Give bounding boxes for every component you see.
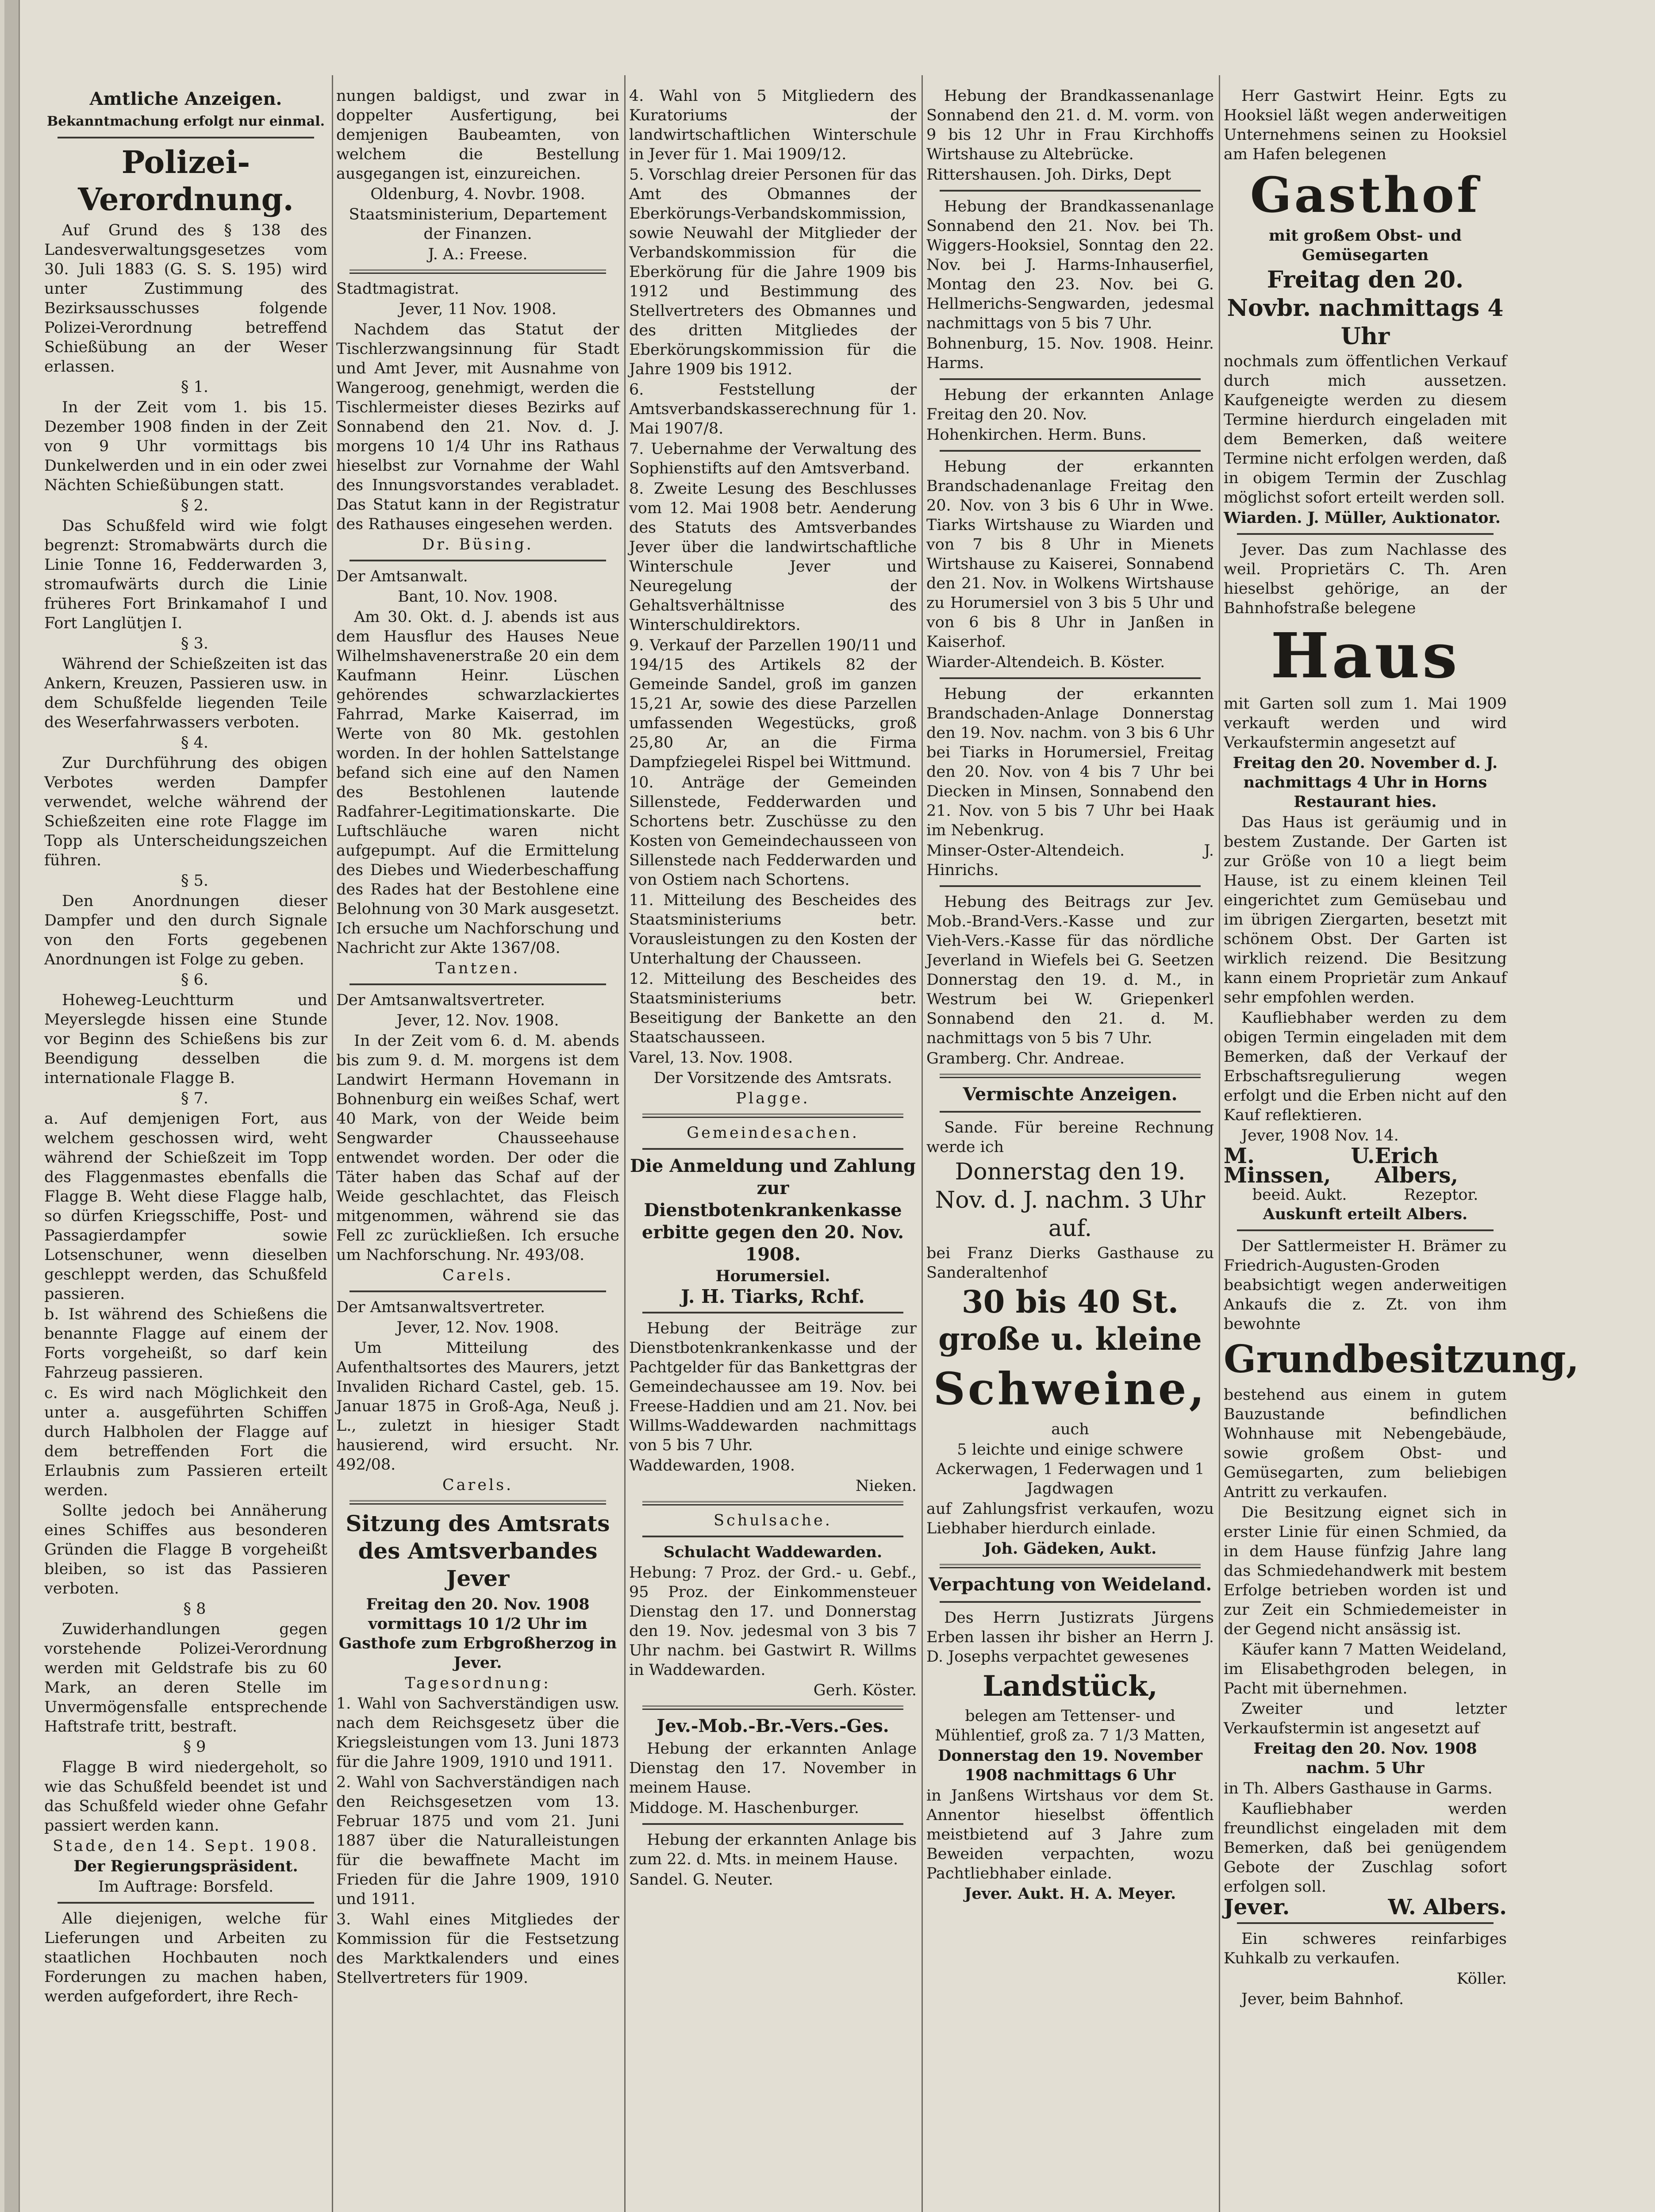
agenda-item: 7. Uebernahme der Verwaltung des Sophienstifts auf den Amtsverband. [629, 440, 917, 477]
agenda-item: 4. Wahl von 5 Mitgliedern des Kuratoriums der landwirtschaftlichen Winterschule in Jever für 1. Mai 1909/12. [629, 87, 917, 163]
signature-name: J. A.: Freese. [428, 246, 528, 263]
notice-date: Bant, 10. Nov. 1908. [398, 588, 558, 606]
text: Des Herrn Justizrats Jürgens Erben lassen ihr bisher an Herrn J. D. Josephs verpachtet gewesenes [926, 1609, 1214, 1666]
signature: Wiarder-Altendeich. B. Köster. [926, 653, 1165, 671]
text: In der Zeit vom 1. bis 15. Dezember 1908 finden in der Zeit von 9 Uhr vormittags bis Dunkelwerden und in ein oder zwei Nächten Schießübungen statt. [44, 399, 327, 494]
signature: Minser-Oster-Altendeich. J. Hinrichs. [926, 842, 1214, 879]
divider [940, 190, 1201, 192]
text: Zuwiderhandlungen gegen vorstehende Polizei-Verordnung werden mit Geldstrafe bis zu 60 Mark, an deren Stelle im Unvermögensfalle entsprechende Haftstrafe tritt, bestraft. [44, 1621, 327, 1736]
signature-name: Carels. [442, 1476, 514, 1494]
section-mark: § 1. [180, 378, 209, 396]
section-mark: § 4. [180, 734, 209, 752]
text: Sande. Für bereine Rechnung werde ich [926, 1119, 1214, 1156]
signature-date: Jever, 1908 Nov. 14. [1241, 1127, 1399, 1144]
signature-office: Der Vorsitzende des Amtsrats. [653, 1069, 892, 1087]
signature-place: Oldenburg, 4. Novbr. 1908. [370, 185, 585, 203]
agenda-item: 5. Vorschlag dreier Personen für das Amt des Obmannes der Eberkörungs-Verbandskommission, sowie Neuwahl der Mitglieder der Verbandskommission für die Eberkörung für die Jahre 1909 bis 1912 und Bestimmung des Stellvertreters des Obmannes und des dritten Mitgliedes der Eberkörungskommission für die Jahre 1909 bis 1912. [629, 166, 917, 378]
signature: Middoge. M. Haschenburger. [629, 1799, 859, 1817]
signature: Hohenkirchen. Herm. Buns. [926, 426, 1147, 444]
text: Hebung der erkannten Anlage Freitag den 20. Nov. [926, 386, 1214, 423]
signature-office: Der Regierungspräsident. [73, 1857, 298, 1875]
notice-date: Jever, 12. Nov. 1908. [396, 1319, 559, 1336]
notice-headline: Die Anmeldung und Zahlung zur Dienstbotenkrankenkasse erbitte gegen den 20. Nov. 1908. [630, 1156, 916, 1265]
newspaper-page [4, 0, 1655, 2212]
divider [1237, 1922, 1494, 1924]
divider [940, 378, 1201, 380]
section-header: Vermischte Anzeigen. [963, 1084, 1178, 1105]
signature: Jever. Aukt. H. A. Meyer. [964, 1885, 1176, 1903]
divider [1237, 533, 1494, 535]
divider [349, 560, 606, 561]
text: Das Schußfeld wird wie folgt begrenzt: Stromabwärts durch die Linie Tonne 16, Fedderwarden 3, stromaufwärts durch die Linie früheres Fort Brinkamahof I und Fort Langlütjen I. [44, 517, 327, 632]
column-5 [1224, 86, 1579, 2212]
divider [58, 137, 314, 138]
text: Hebung des Beitrags zur Jev. Mob.-Brand-Vers.-Kasse und zur Vieh-Vers.-Kasse für das nördliche Jeverland in Wiefels bei G. Seetzen Donnerstag den 19. d. M., in Westrum bei W. Griepenkerl Sonnabend den 21. d. M. nachmittags von 5 bis 7 Uhr. [926, 893, 1214, 1047]
text: Die Besitzung eignet sich in erster Linie für einen Schmied, da in dem Hause fünfzig Jahre lang das Schmiedehandwerk mit bestem Erfolge betrieben worden ist und zur Zeit ein Schmiedemeister in der Gegend nicht ansässig ist. [1224, 1504, 1507, 1638]
text: Hebung der Brandkassenanlage Sonnabend den 21. d. M. vorm. von 9 bis 12 Uhr in Frau Kirchhoffs Wirtshause zu Altebrücke. [926, 87, 1214, 163]
divider [642, 1312, 903, 1313]
divider [349, 1500, 606, 1505]
text: Jever. Das zum Nachlasse des weil. Proprietärs C. Th. Aren hieselbst gehörige, an der Bahnhofstraße belegene [1224, 541, 1507, 617]
divider [1237, 1229, 1494, 1231]
agenda-item: 11. Mitteilung des Bescheides des Staatsministeriums betr. Vorausleistungen zu den Kosten der Unterhaltung der Chausseen. [629, 891, 917, 968]
info-note: Auskunft erteilt Albers. [1263, 1205, 1468, 1223]
signature-place: Varel, 13. Nov. 1908. [629, 1049, 793, 1067]
divider [642, 1536, 903, 1537]
text: in Th. Albers Gasthause in Garms. [1224, 1780, 1493, 1797]
meeting-title: Sitzung des Amtsrats des Amtsverbandes Jever [346, 1510, 610, 1591]
text: Zur Durchführung des obigen Verbotes werden Dampfer verwendet, welche während der Schießzeiten eine rote Flagge im Topp als Unterscheidungszeichen führen. [44, 754, 327, 869]
text: mit Garten soll zum 1. Mai 1909 verkauft werden und wird Verkaufstermin angesetzt auf [1224, 695, 1507, 752]
lease-item: Landstück, [983, 1670, 1158, 1703]
signature-row [1224, 1895, 1507, 1920]
signature-office: Staatsministerium, Departement der Finanzen. [349, 206, 607, 243]
section-mark: § 2. [180, 497, 209, 515]
column-rule [922, 75, 923, 2212]
section-mark: § 6. [180, 971, 209, 989]
text: b. Ist während des Schießens die benannte Flagge auf einem der Forts vorgeheißt, so darf kein Fahrzeug passieren. [44, 1306, 327, 1382]
signature-name: M. U. Minssen, [1224, 1144, 1375, 1188]
auction-date: Donnerstag den 19. Nov. d. J. nachm. 3 Uhr auf. [935, 1159, 1206, 1242]
signature-place: Waddewarden, 1908. [629, 1457, 795, 1475]
notice-header: Stadtmagistrat. [336, 280, 459, 298]
agenda-item: 2. Wahl von Sachverständigen nach den Reichsgesetzen vom 13. Februar 1875 und vom 21. Juni 1887 über die Naturalleistungen für die bewaffnete Macht im Frieden für die Jahre 1909, 1910 und 1911. [336, 1774, 619, 1908]
signature-role: beeid. Aukt. [1252, 1186, 1347, 1204]
text: Am 30. Okt. d. J. abends ist aus dem Hausflur des Hauses Neue Wilhelmshavenerstraße 20 ein dem Kaufmann Heinr. Lüschen gehörendes schwarzlackiertes Fahrrad, Marke Kaiserrad, im Werte von 80 Mk. gestohlen worden. In der hohlen Sattelstange befand sich eine auf den Namen des Bestohlenen lautende Radfahrer-Legitimationskarte. Die Luftschläuche waren nicht aufgepumpt. Auf die Ermittelung des Diebes und Wiederbeschaffung des Rades hat der Bestohlene eine Belohnung von 30 Mark ausgesetzt. Ich ersuche um Nachforschung und Nachricht zur Akte 1367/08. [336, 608, 619, 957]
text: bestehend aus einem in gutem Bauzustande befindlichen Wohnhause mit Nebengebäude, sowie großem Obst- und Gemüsegarten, zum beliebigen Antritt zu verkaufen. [1224, 1386, 1507, 1501]
text: Zweiter und letzter Verkaufstermin ist angesetzt auf [1224, 1700, 1507, 1737]
divider [940, 1111, 1201, 1113]
text: Flagge B wird niedergeholt, so wie das Schußfeld beendet ist und das Schußfeld wieder ohne Gefahr passiert werden kann. [44, 1759, 327, 1835]
sale-date: Freitag den 20. Nov. 1908 nachm. 5 Uhr [1253, 1740, 1477, 1777]
column-3 [629, 86, 917, 2212]
text: c. Es wird nach Möglichkeit den unter a. ausgeführten Schiffen durch Halbholen der Flagge auf dem betreffenden Fort die Erlaubnis zum Passieren erteilt werden. [44, 1384, 327, 1499]
text: auf Zahlungsfrist verkaufen, wozu Liebhaber hierdurch einlade. [926, 1500, 1214, 1537]
auction-item: Schweine, [933, 1363, 1207, 1415]
section-header: Gemeindesachen. [687, 1124, 859, 1142]
text: Hebung: 7 Proz. der Grd.- u. Gebf., 95 Proz. der Einkommensteuer Dienstag den 17. und Donnerstag den 19. Nov. jedesmal von 3 bis 7 Uhr nachm. bei Gastwirt R. Willms in Waddewarden. [629, 1564, 917, 1679]
agenda-item: 8. Zweite Lesung des Beschlusses vom 12. Mai 1908 betr. Aenderung des Statuts des Amtsverbandes Jever über die landwirtschaftliche Winterschule Jever und Neuregelung der Gehaltsverhältnisse des Winterschuldirektors. [629, 480, 917, 634]
text: Hebung der erkannten Brandschadenanlage Freitag den 20. Nov. von 3 bis 6 Uhr in Wwe. Tiarks Wirtshause zu Wiarden und von 7 bis 8 Uhr in Mienets Wirtshause zu Kaiserei, Sonnabend den 21. Nov. in Wolkens Wirtshause zu Horumersiel von 3 bis 5 Uhr und von 6 bis 8 Uhr in Janßen in Kaiserhof. [926, 458, 1214, 651]
signature-name: Plagge. [736, 1090, 810, 1107]
sale-date: Freitag den 20. Novbr. nachmittags 4 Uhr [1227, 266, 1504, 350]
section-header: Schulsache. [714, 1512, 832, 1529]
divider [940, 885, 1201, 887]
notice-place: Horumersiel. [715, 1267, 830, 1285]
text: Hebung der Beiträge zur Dienstbotenkrankenkasse und der Pachtgelder für das Bankettgras der Gemeindechaussee am 19. Nov. bei Freese-Haddien und am 21. Nov. bei Willms-Waddewarden nachmittags von 5 bis 7 Uhr. [629, 1320, 917, 1454]
text: nochmals zum öffentlichen Verkauf durch mich aussetzen. Kaufgeneigte werden zu diesem Termine hierdurch eingeladen mit dem Bemerken, daß weitere Termine nicht erfolgen werden, daß in obigem Termin der Zuschlag möglichst sofort erteilt werden soll. [1224, 353, 1507, 507]
signature-place: Jever. [1224, 1895, 1290, 1920]
agenda-item: 9. Verkauf der Parzellen 190/11 und 194/15 des Artikels 82 der Gemeinde Sandel, groß im ganzen 15,21 Ar, sowie des diese Parzellen umfassenden Wegestücks, groß 25,80 Ar, an die Firma Dampfziegelei Rispel bei Wittmund. [629, 637, 917, 771]
signature: Wiarden. J. Müller, Auktionator. [1224, 509, 1501, 527]
text: Kaufliebhaber werden zu dem obigen Termin eingeladen mit dem Bemerken, daß der Verkauf der Erbschaftsregulierung wegen erfolgt und die Erben nicht auf den Kauf reflektieren. [1224, 1009, 1507, 1124]
text: Hebung der erkannten Anlage Dienstag den 17. November in meinem Hause. [629, 1740, 917, 1797]
text: In der Zeit vom 6. d. M. abends bis zum 9. d. M. morgens ist dem Landwirt Hermann Hovemann in Bohnenburg ein weißes Schaf, wert 40 Mark, von der Weide beim Sengwarder Chausseehause entwendet worden. Der oder die Täter haben das Schaf auf der Weide geschlachtet, das Fleisch mitgenommen, während sie das Fell zc zurückließen. Ich ersuche um Nachforschung. Nr. 493/08. [336, 1032, 619, 1264]
divider [642, 1114, 903, 1118]
text: Hebung der erkannten Brandschaden-Anlage Donnerstag den 19. Nov. nachm. von 3 bis 6 Uhr bei Tiarks in Horumersiel, Freitag den 20. Nov. von 4 bis 7 Uhr bei Diecken in Minsen, Sonnabend den 21. Nov. von 5 bis 7 Uhr bei Haak im Nebenkrug. [926, 685, 1214, 839]
lease-date: Donnerstag den 19. November 1908 nachmittags 6 Uhr [937, 1747, 1203, 1784]
notice-date: Jever, 12. Nov. 1908. [396, 1012, 559, 1029]
text: bei Franz Dierks Gasthause zu Sanderaltenhof [926, 1244, 1214, 1282]
text: Hebung der Brandkassenanlage Sonnabend den 21. Nov. bei Th. Wiggers-Hooksiel, Sonntag den 22. Nov. bei J. Harms-Inhauserfiel, Montag den 23. Nov. bei G. Hellmerichs-Sengwarden, jedesmal nachmittags von 5 bis 7 Uhr. [926, 198, 1214, 332]
text: Den Anordnungen dieser Dampfer und den durch Signale von den Forts gegebenen Anordnungen ist Folge zu geben. [44, 892, 327, 968]
text: Kaufliebhaber werden freundlichst eingeladen mit dem Bemerken, daß bei genügendem Gebote der Zuschlag sofort erfolgen soll. [1224, 1800, 1507, 1896]
divider [642, 1705, 903, 1710]
text: Hoheweg-Leuchtturm und Meyerslegde hissen eine Stunde vor Beginn des Schießens bis zur Beendigung desselben die internationale Flagge B. [44, 991, 327, 1087]
section-mark: § 7. [180, 1090, 209, 1107]
notice-date: Jever, 11 Nov. 1908. [399, 300, 557, 318]
signature-place: Stade, den 14. Sept. 1908. [53, 1837, 319, 1855]
signature-name: Im Auftrage: Borsfeld. [98, 1878, 274, 1896]
notice-header: Der Amtsanwaltsvertreter. [336, 1298, 545, 1316]
column-4 [926, 86, 1214, 2212]
column-rule [1219, 75, 1220, 2212]
text: Hebung der erkannten Anlage bis zum 22. d. Mts. in meinem Hause. [629, 1831, 917, 1868]
divider [642, 1823, 903, 1825]
signature: Bohnenburg, 15. Nov. 1908. Heinr. Harms. [926, 335, 1214, 372]
signature: Joh. Gädeken, Aukt. [983, 1540, 1157, 1558]
text: Nachdem das Statut der Tischlerzwangsinnung für Stadt und Amt Jever, mit Ausnahme von Wangeroog, genehmigt, werden die Tischlermeister dieses Bezirks auf Sonnabend den 21. Nov. d. J. morgens 10 1/4 Uhr ins Rathaus hieselbst zur Vornahme der Wahl des Innungsvorstandes verabladet. Das Statut kann in der Registratur des Rathauses eingesehen werden. [336, 321, 619, 533]
section-mark: § 3. [180, 635, 209, 653]
text: Herr Gastwirt Heinr. Egts zu Hooksiel läßt wegen anderweitigen Unternehmens seinen zu Hooksiel am Hafen belegenen [1224, 87, 1507, 163]
column-rule [624, 75, 626, 2212]
binding-edge [4, 0, 20, 2212]
text: Der Sattlermeister H. Brämer zu Friedrich-Augusten-Groden beabsichtigt wegen anderweitigen Ankaufs die z. Zt. von ihm bewohnte [1224, 1237, 1507, 1333]
divider [642, 1148, 903, 1150]
sale-item: Gasthof [1250, 166, 1481, 223]
signature: Gramberg. Chr. Andreae. [926, 1050, 1125, 1068]
text: Sollte jedoch bei Annäherung eines Schiffes aus besonderen Gründen die Flagge B vorgeheißt bleiben, so ist das Passieren verboten. [44, 1502, 327, 1598]
sale-item: Grundbesitzung, [1224, 1337, 1579, 1382]
text: a. Auf demjenigen Fort, aus welchem geschossen wird, weht während der Schießzeit im Topp des Flaggenmastes ebenfalls die Flagge B. Weht diese Flagge halb, so dürfen Kriegsschiffe, Post- und Passagierdampfer sowie Lotsenschuner, wenn dieselben geschleppt werden, das Schußfeld passieren. [44, 1110, 327, 1303]
signature: Sandel. G. Neuter. [629, 1871, 773, 1889]
ordinance-title: Polizei-Verordnung. [78, 144, 294, 218]
text: Während der Schießzeiten ist das Ankern, Kreuzen, Passieren usw. in dem Schußfelde liegenden Teile des Weserfahrwassers verboten. [44, 655, 327, 731]
text: Ein schweres reinfarbiges Kuhkalb zu verkaufen. [1224, 1930, 1507, 1967]
agenda-item: 12. Mitteilung des Bescheides des Staatsministeriums betr. Beseitigung der Bankette an den Staatschausseen. [629, 970, 917, 1046]
section-header: Jev.-Mob.-Br.-Vers.-Ges. [657, 1716, 889, 1736]
divider [940, 1601, 1201, 1603]
signature-name: Gerh. Köster. [813, 1682, 917, 1699]
signature-name: W. Albers. [1388, 1895, 1507, 1920]
text: Käufer kann 7 Matten Weideland, im Elisabethgroden belegen, in Pacht mit übernehmen. [1224, 1641, 1507, 1697]
agenda-item: 3. Wahl eines Mitgliedes der Kommission für die Festsetzung des Marktkalenders und eines Stellvertreters für 1909. [336, 1911, 619, 1987]
section-header: Amtliche Anzeigen. [89, 88, 282, 109]
meeting-date: Freitag den 20. Nov. 1908 vormittags 10 1/2 Uhr im Gasthofe zum Erbgroßherzog in Jever. [338, 1595, 617, 1672]
column-1 [44, 86, 327, 2212]
text: in Janßens Wirtshaus vor dem St. Annentor hieselbst öffentlich meistbietend auf 3 Jahre zum Beweiden verpachten, wozu Pachtliebhaber einlade. [926, 1787, 1214, 1882]
notice-note: Bekanntmachung erfolgt nur einmal. [46, 114, 325, 129]
text: nungen baldigst, und zwar in doppelter Ausfertigung, bei demjenigen Baubeamten, von welchem die Bestellung ausgegangen ist, einzureichen. [336, 87, 619, 183]
text: Alle diejenigen, welche für Lieferungen und Arbeiten zu staatlichen Hochbauten noch Forderungen zu machen haben, werden aufgefordert, ihre Rech- [44, 1910, 327, 2005]
notice-headline: Schulacht Waddewarden. [663, 1543, 883, 1561]
agenda-item: 10. Anträge der Gemeinden Sillenstede, Fedderwarden und Schortens betr. Zuschüsse zu den Kosten von Gemeindechausseen von Sillenstede nach Fedderwarden und von Ostiem nach Schortens. [629, 774, 917, 889]
divider [349, 983, 606, 985]
agenda-item: 1. Wahl von Sachverständigen usw. nach dem Reichsgesetz über die Kriegsleistungen vom 13. Juni 1873 für die Jahre 1909, 1910 und 1911. [336, 1695, 619, 1771]
signature-name: Tantzen. [435, 960, 520, 977]
divider [349, 1290, 606, 1292]
section-header: Verpachtung von Weideland. [928, 1574, 1212, 1595]
signature-place: Jever, beim Bahnhof. [1241, 1990, 1404, 2008]
divider [940, 450, 1201, 452]
divider [58, 1902, 314, 1904]
text: Das Haus ist geräumig und in bestem Zustande. Der Garten ist zur Größe von 10 a liegt beim Hause, ist zu einem kleinen Teil eingerichtet zum Gemüsebau und im übrigen Ziergarten, besetzt mit schönem Obst. Der Garten ist wirklich reizend. Die Besitzung kann einem Proprietär zum Ankauf sehr empfohlen werden. [1224, 814, 1507, 1006]
notice-signature: J. H. Tiarks, Rchf. [681, 1286, 865, 1307]
column-2 [336, 86, 619, 2212]
section-mark: § 8 [183, 1600, 206, 1618]
signature-name: Köller. [1456, 1970, 1507, 1988]
text: belegen am Tettenser- und Mühlentief, groß za. 7 1/3 Matten, [935, 1707, 1206, 1744]
auction-headline: 30 bis 40 St. große u. kleine [938, 1283, 1202, 1357]
divider [642, 1501, 903, 1505]
sale-item: Haus [1271, 620, 1460, 692]
signature-row [1224, 1144, 1507, 1188]
text: auch [1051, 1421, 1089, 1438]
divider [940, 677, 1201, 679]
notice-header: Der Amtsanwaltsvertreter. [336, 991, 545, 1009]
text: Um Mitteilung des Aufenthaltsortes des Maurers, jetzt Invaliden Richard Castel, geb. 15. Januar 1875 in Groß-Aga, Neuß j. L., zuletzt in hiesiger Stadt hausierend, wird ersucht. Nr. 492/08. [336, 1339, 619, 1474]
notice-header: Der Amtsanwalt. [336, 568, 468, 585]
divider [349, 269, 606, 274]
section-mark: § 5. [180, 872, 209, 890]
text: Auf Grund des § 138 des Landesverwaltungsgesetzes vom 30. Juli 1883 (G. S. S. 195) wird unter Zustimmung des Bezirksausschusses folgende Polizei-Verordnung betreffend Schießübung an der Weser erlassen. [44, 222, 327, 376]
section-mark: § 9 [183, 1738, 206, 1756]
column-rule [332, 75, 333, 2212]
signature-roles [1224, 1185, 1507, 1205]
agenda-item: 6. Feststellung der Amtsverbandskasserechnung für 1. Mai 1907/8. [629, 381, 917, 438]
divider [940, 1074, 1201, 1078]
signature-name: Dr. Büsing. [422, 536, 534, 553]
divider [940, 1564, 1201, 1568]
signature: Rittershausen. Joh. Dirks, Dept [926, 166, 1171, 184]
signature-name: Nieken. [855, 1477, 917, 1495]
sale-date: Freitag den 20. November d. J. nachmittags 4 Uhr in Horns Restaurant hies. [1233, 754, 1498, 811]
text: 5 leichte und einige schwere Ackerwagen, 1 Federwagen und 1 Jagdwagen [936, 1441, 1205, 1498]
signature-role: Rezeptor. [1404, 1186, 1478, 1204]
text: mit großem Obst- und Gemüsegarten [1269, 227, 1462, 264]
signature-name: Erich Albers, [1375, 1144, 1459, 1188]
agenda-header: Tagesordnung: [405, 1674, 551, 1692]
signature-name: Carels. [442, 1267, 514, 1284]
